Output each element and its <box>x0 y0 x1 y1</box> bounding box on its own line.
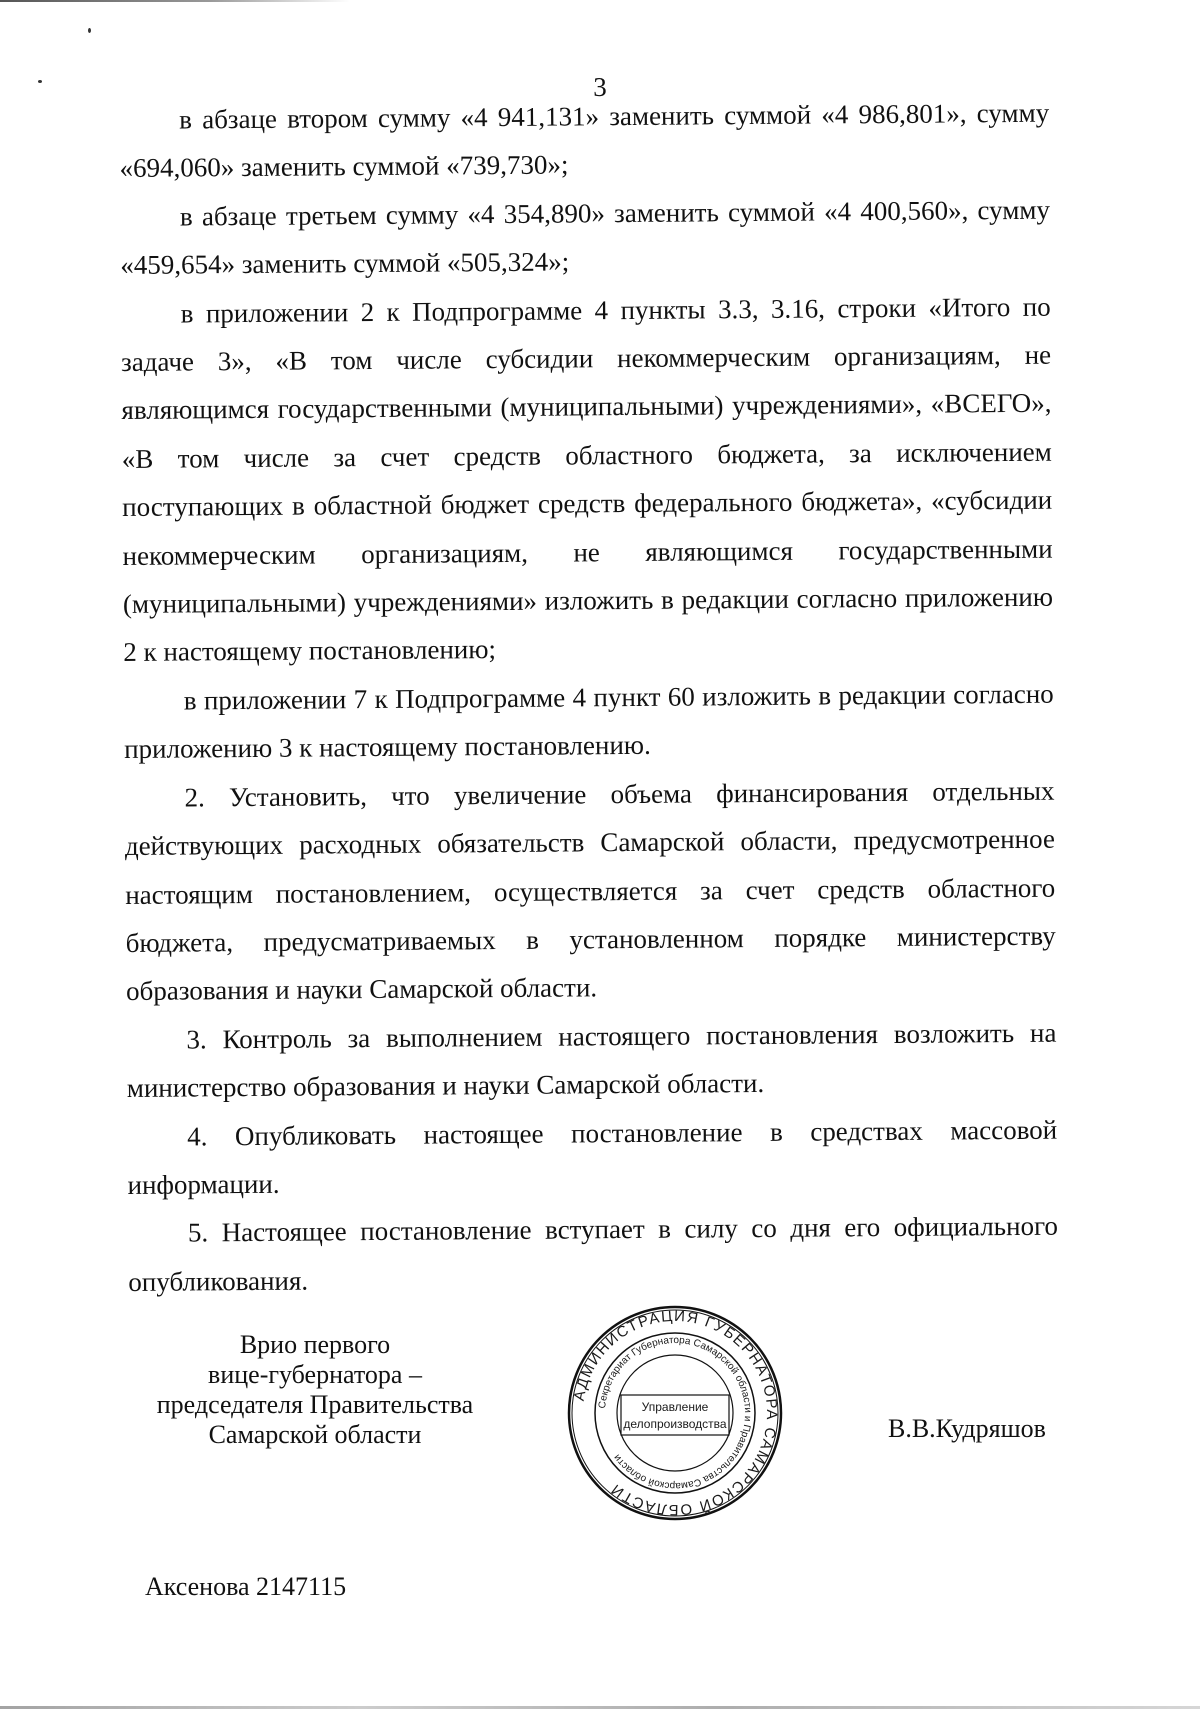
scan-edge-top <box>0 0 350 2</box>
scan-speck <box>88 28 91 33</box>
paragraph: в абзаце втором сумму «4 941,131» заменить суммой «4 986,801», сумму «694,060» заменить суммой «739,730»; <box>119 97 1050 184</box>
paragraph: в приложении 2 к Подпрограмме 4 пункты 3.3, 3.16, строки «Итого по задаче 3», «В том числе субсидии некоммерческим организациям, не являющимся государственными (муниципальными) учреждениями», «ВСЕГО», «В том числе за счет средств областного бюджета, за исключением поступающих в областной бюджет средств федерального бюджета», «субсидии некоммерческим организациям, не являющимся государственными (муниципальными) учреждениями» изложить в редакции согласно приложению 2 к настоящему постановлению; <box>120 291 1054 668</box>
stamp-outer-text: АДМИНИСТРАЦИЯ ГУБЕРНАТОРА САМАРСКОЙ ОБЛАСТИ <box>570 1307 781 1519</box>
signatory-title-line: Врио первого <box>239 1330 391 1359</box>
paragraph: в абзаце третьем сумму «4 354,890» заменить суммой «4 400,560», сумму «459,654» заменить суммой «505,324»; <box>120 194 1051 281</box>
document-body <box>119 89 1058 1306</box>
stamp-center-line: Управление <box>641 1400 709 1414</box>
paragraph: 4. Опубликовать настоящее постановление в средствах массовой информации. <box>127 1114 1058 1200</box>
page-number: 3 <box>593 72 607 102</box>
signatory-title-line: председателя Правительства <box>156 1390 474 1419</box>
paragraph: 5. Настоящее постановление вступает в силу со дня его официального опубликования. <box>128 1211 1059 1297</box>
official-stamp <box>565 1303 785 1523</box>
signatory-title-line: вице-губернатора – <box>208 1360 422 1389</box>
signatory-name: В.В.Кудряшов <box>888 1414 1046 1443</box>
signatory-title <box>140 1330 490 1450</box>
scan-edge-bottom <box>0 1706 1200 1709</box>
paragraph: 3. Контроль за выполнением настоящего постановления возложить на министерство образования и науки Самарской области. <box>126 1017 1057 1104</box>
signatory-title-line: Самарской области <box>208 1420 422 1449</box>
paragraph: 2. Установить, что увеличение объема финансирования отдельных действующих расходных обязательств Самарской области, предусмотренное настоящим постановлением, осуществляется за счет средств областного бюджета, предусматриваемых в установленном порядке министерству образования и науки Самарской области. <box>124 775 1056 1007</box>
paragraph: в приложении 7 к Подпрограмме 4 пункт 60 изложить в редакции согласно приложению 3 к настоящему постановлению. <box>124 678 1054 765</box>
stamp-middle-text: Секретариат Губернатора Самарской области и Правительства Самарской области <box>597 1334 754 1492</box>
stamp-center-line: делопроизводства <box>623 1417 727 1431</box>
executor-contact: Аксенова 2147115 <box>145 1572 347 1601</box>
